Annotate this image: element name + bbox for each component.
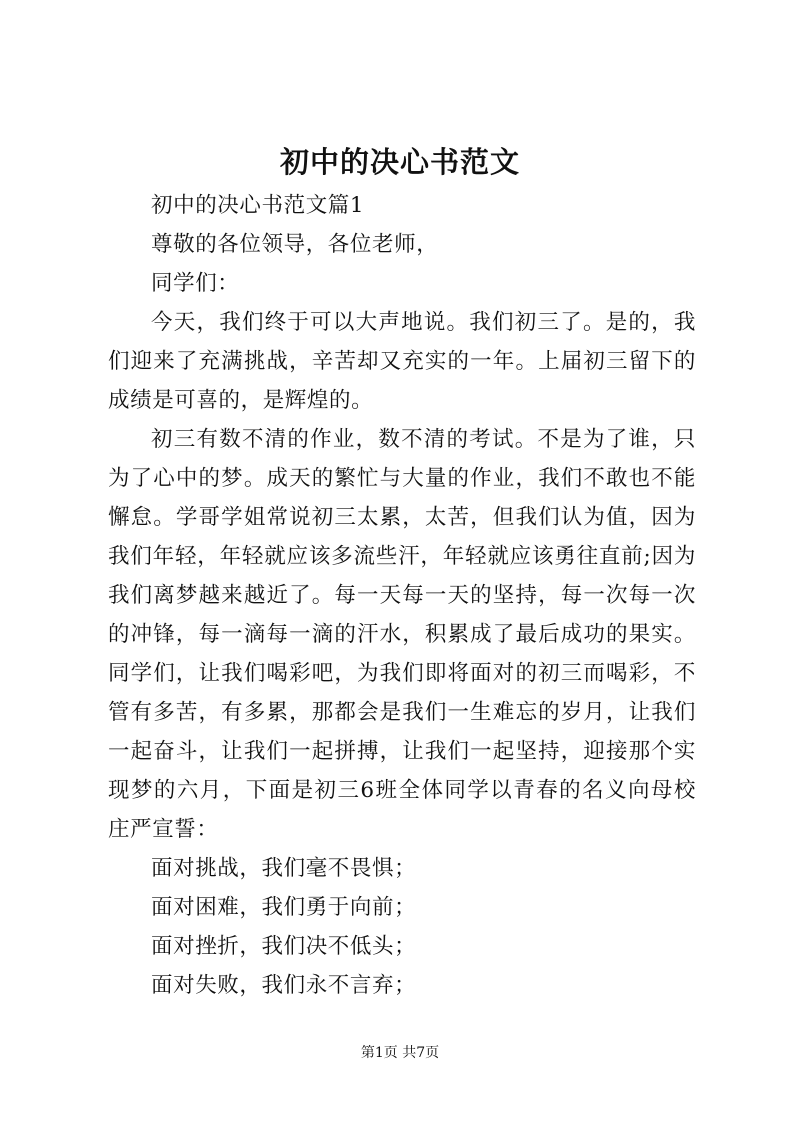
body-paragraph: 今天，我们终于可以大声地说。我们初三了。是的，我们迎来了充满挑战，辛苦却又充实的一年。上届初三留下的成绩是可喜的，是辉煌的。 [108, 310, 696, 413]
document-title: 初中的决心书范文 [279, 145, 520, 179]
oath-line: 面对失败，我们永不言弃； [151, 973, 417, 998]
page-footer: 第1页 共7页 [360, 1045, 440, 1061]
salutation-line: 尊敬的各位领导，各位老师， [151, 232, 439, 257]
document-body [108, 186, 696, 1005]
oath-line: 面对挫折，我们决不低头； [151, 934, 417, 959]
salutation-line: 同学们： [151, 271, 240, 296]
body-paragraph: 初三有数不清的作业，数不清的考试。不是为了谁，只为了心中的梦。成天的繁忙与大量的作业，我们不敢也不能懈怠。学哥学姐常说初三太累，太苦，但我们认为值，因为我们年轻，年轻就应该多流些汗，年轻就应该勇往直前;因为我们离梦越来越近了。每一天每一天的坚持，每一次每一次的冲锋，每一滴每一滴的汗水，积累成了最后成功的果实。同学们，让我们喝彩吧，为我们即将面对的初三而喝彩，不管有多苦，有多累，那都会是我们一生难忘的岁月，让我们一起奋斗，让我们一起拼搏，让我们一起坚持，迎接那个实现梦的六月，下面是初三6班全体同学以青春的名义向母校庄严宣誓： [108, 427, 696, 842]
section-heading: 初中的决心书范文篇1 [151, 193, 365, 218]
oath-line: 面对困难，我们勇于向前； [151, 895, 417, 920]
oath-line: 面对挑战，我们毫不畏惧； [151, 856, 417, 881]
